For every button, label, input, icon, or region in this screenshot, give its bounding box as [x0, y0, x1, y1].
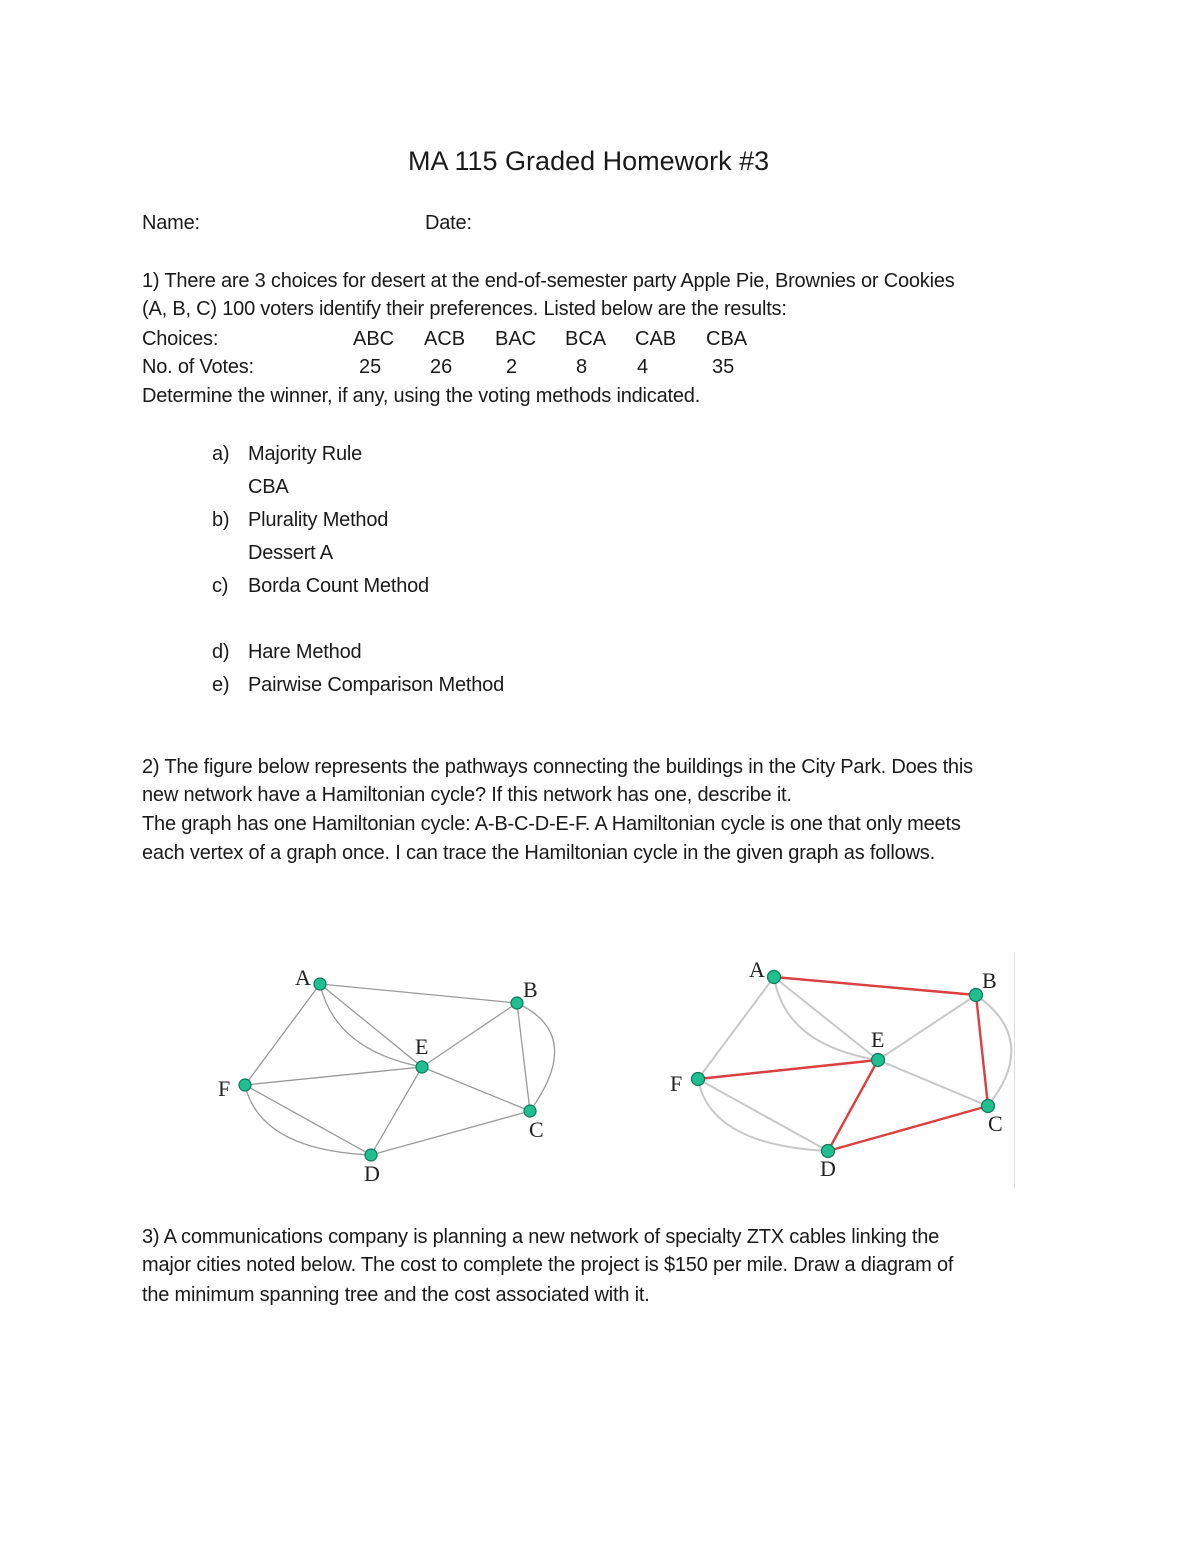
vote-cell: 25: [359, 356, 382, 378]
q1-instruction: Determine the winner, if any, using the voting methods indicated.: [142, 385, 701, 407]
q2-answer1: The graph has one Hamiltonian cycle: A-B-C-D-E-F. A Hamiltonian cycle is one that only meets: [142, 813, 961, 835]
vote-cell: 2: [506, 356, 518, 378]
choice-cell: CAB: [635, 328, 677, 350]
vote-cell: 35: [712, 356, 735, 378]
q2-line2: new network have a Hamiltonian cycle? If this network has one, describe it.: [142, 784, 792, 806]
choice-cell: CBA: [706, 328, 748, 350]
part-letter: b): [212, 509, 230, 531]
q1-line2: (A, B, C) 100 voters identify their preferences. Listed below are the results:: [142, 298, 787, 320]
graph-labels: [670, 957, 1003, 1181]
edge-b-e: [422, 1003, 517, 1067]
hamiltonian-cycle-edges: [698, 977, 988, 1151]
node-c: [524, 1105, 536, 1117]
edge-b-c-curved: [517, 1003, 555, 1111]
part-letter: e): [212, 674, 230, 696]
date-label: Date:: [425, 212, 472, 234]
part-label: Plurality Method: [248, 509, 389, 531]
vertex-label: C: [988, 1111, 1003, 1136]
node-f: [239, 1079, 251, 1091]
graph-edges: [698, 977, 1011, 1151]
vertex-label: A: [295, 965, 311, 990]
q3-line1: 3) A communications company is planning a new network of specialty ZTX cables linking the: [142, 1226, 940, 1248]
choice-cell: ABC: [353, 328, 395, 350]
q3-line2: major cities noted below. The cost to complete the project is $150 per mile. Draw a diagram of: [142, 1254, 954, 1276]
edge-a-f: [698, 977, 774, 1079]
edge-a-e: [774, 977, 878, 1060]
choice-cell: BCA: [565, 328, 607, 350]
part-answer: Dessert A: [248, 542, 333, 564]
part-label: Borda Count Method: [248, 575, 429, 597]
image-edge-divider: [1014, 952, 1015, 1188]
node-d: [365, 1149, 377, 1161]
vertex-label: B: [982, 968, 997, 993]
part-label: Hare Method: [248, 641, 362, 663]
vote-cell: 4: [637, 356, 649, 378]
page-title: MA 115 Graded Homework #3: [408, 146, 770, 176]
part-label: Pairwise Comparison Method: [248, 674, 505, 696]
edge-e-c: [878, 1060, 988, 1106]
q2-line1: 2) The figure below represents the pathways connecting the buildings in the City Park. Does this: [142, 756, 973, 778]
vote-cell: 8: [576, 356, 588, 378]
graph-nodes: [239, 978, 536, 1161]
cycle-edge-e-f: [698, 1060, 878, 1079]
vertex-label: B: [523, 977, 538, 1002]
node-b: [970, 989, 983, 1002]
node-a: [314, 978, 326, 990]
part-answer: CBA: [248, 476, 289, 498]
name-label: Name:: [142, 212, 200, 234]
q2-answer2: each vertex of a graph once. I can trace the Hamiltonian cycle in the given graph as follows.: [142, 842, 935, 864]
edge-e-d: [371, 1067, 422, 1155]
cycle-edge-a-b: [774, 977, 976, 995]
edge-a-b: [320, 984, 517, 1003]
vertex-label: E: [415, 1034, 429, 1059]
vertex-label: F: [218, 1076, 231, 1101]
vote-cell: 26: [430, 356, 453, 378]
part-letter: c): [212, 575, 229, 597]
choices-label: Choices:: [142, 328, 219, 350]
vertex-label: C: [529, 1117, 544, 1142]
node-b: [511, 997, 523, 1009]
graph-edges: [245, 984, 555, 1155]
edge-b-e: [878, 995, 976, 1060]
edge-a-f: [245, 984, 320, 1085]
hamiltonian-cycle-graph: [660, 950, 1020, 1190]
cycle-edge-c-d: [828, 1106, 988, 1151]
choice-cell: BAC: [495, 328, 537, 350]
edge-b-c: [517, 1003, 530, 1111]
node-e: [872, 1054, 885, 1067]
edge-c-d: [371, 1111, 530, 1155]
node-e: [416, 1061, 428, 1073]
cycle-edge-d-e: [828, 1060, 878, 1151]
node-f: [692, 1073, 705, 1086]
edge-e-c: [422, 1067, 530, 1111]
part-letter: d): [212, 641, 230, 663]
vertex-label: D: [364, 1161, 380, 1186]
choice-cell: ACB: [424, 328, 466, 350]
part-letter: a): [212, 443, 230, 465]
q3-line3: the minimum spanning tree and the cost associated with it.: [142, 1284, 650, 1306]
edge-e-f: [245, 1067, 422, 1085]
park-graph: [200, 955, 580, 1195]
edge-a-e: [320, 984, 422, 1067]
votes-label: No. of Votes:: [142, 356, 254, 378]
node-a: [768, 971, 781, 984]
part-label: Majority Rule: [248, 443, 363, 465]
q1-line1: 1) There are 3 choices for desert at the end-of-semester party Apple Pie, Brownies or Cookies: [142, 270, 955, 292]
vertex-label: A: [749, 957, 765, 982]
cycle-edge-b-c: [976, 995, 988, 1106]
vertex-label: E: [871, 1027, 885, 1052]
vertex-label: D: [820, 1156, 836, 1181]
vertex-label: F: [670, 1071, 683, 1096]
